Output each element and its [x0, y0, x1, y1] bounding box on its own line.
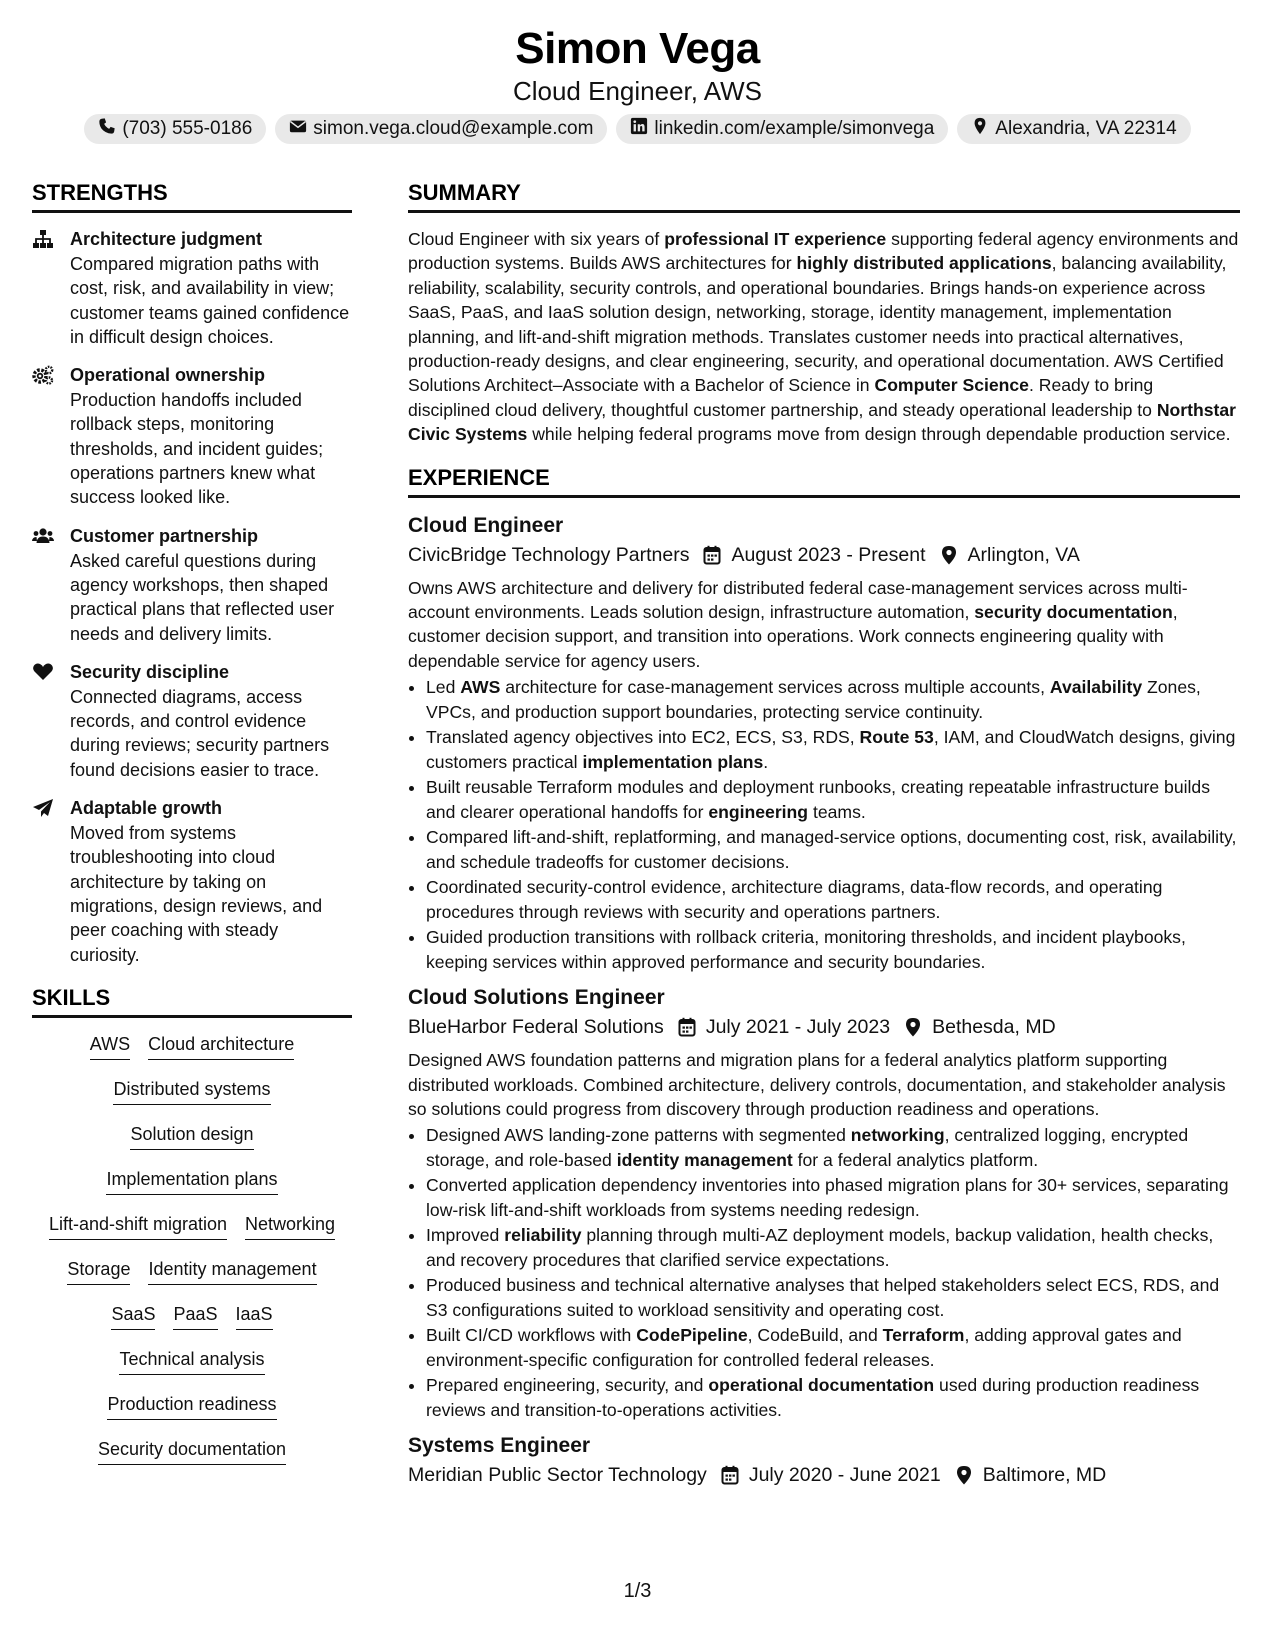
strength-title: Adaptable growth	[70, 798, 222, 819]
contact-email[interactable]	[275, 114, 607, 144]
gears-icon	[32, 363, 56, 509]
location-pin-icon	[940, 545, 958, 565]
text-run: , balancing availability, reliability, scalability, security controls, and operational boundaries. Brings hands-on experience across SaaS, PaaS, and IaaS solution design, networking, storage, identity management, implementation planning, and lift-and-shift migration methods. Translates customer needs into practical alternatives, production-ready designs, and clear engineering, security, and operational documentation. AWS Certified Solutions Architect–Associate with a Bachelor of Science in	[408, 253, 1227, 396]
location-pin-icon	[971, 117, 989, 141]
summary-text	[408, 227, 1240, 447]
strength-item	[32, 524, 352, 646]
job-bullet	[426, 1223, 1240, 1272]
bold-text: networking	[850, 1125, 945, 1146]
skill-tag: SaaS	[111, 1302, 155, 1330]
experience-heading: EXPERIENCE	[408, 465, 1240, 498]
job-location: Arlington, VA	[967, 543, 1080, 566]
text-run: , customer decision support, and transition into operations. Work connects engineering quality with dependable service for agency users.	[408, 602, 1178, 671]
candidate-name: Simon Vega	[515, 24, 760, 73]
job-company: BlueHarbor Federal Solutions	[408, 1016, 664, 1039]
strength-desc: Asked careful questions during agency workshops, then shaped practical plans that reflected user needs and delivery limits.	[70, 550, 335, 644]
linkedin-icon	[630, 117, 648, 141]
job-location: Baltimore, MD	[982, 1464, 1107, 1487]
right-column	[408, 180, 1240, 1500]
sitemap-icon	[32, 227, 56, 349]
bold-text: Availability	[1049, 677, 1143, 698]
strength-item	[32, 660, 352, 782]
bold-text: Computer Science	[874, 375, 1029, 396]
bold-text: AWS	[460, 677, 501, 698]
strength-desc: Moved from systems troubleshooting into cloud architecture by taking on migrations, design reviews, and peer coaching with steady curiosity.	[70, 823, 323, 965]
job-description	[408, 1048, 1240, 1121]
contact-phone-text: (703) 555-0186	[122, 118, 253, 139]
job-title: Cloud Engineer	[408, 513, 564, 537]
job-bullet	[426, 825, 1240, 874]
job-meta	[408, 540, 1240, 570]
contact-bar	[0, 114, 1275, 144]
text-run: Produced business and technical alternative analyses that helped stakeholders select ECS, RDS, and S3 configurations suited to workload sensitivity and operating cost.	[426, 1275, 1220, 1320]
contact-email-text: simon.vega.cloud@example.com	[313, 118, 594, 139]
strength-desc: Connected diagrams, access records, and control evidence during reviews; security partners found decisions easier to trace.	[70, 686, 330, 780]
strength-desc: Compared migration paths with cost, risk, and availability in view; customer teams gained confidence in difficult design choices.	[70, 254, 350, 347]
experience-list	[408, 512, 1240, 1490]
candidate-role: Cloud Engineer, AWS	[512, 76, 763, 106]
skill-tag: PaaS	[173, 1302, 217, 1330]
text-run: teams.	[808, 801, 866, 822]
skills-list	[32, 1032, 352, 1482]
text-run: supporting federal agency environments and production systems. Builds AWS architectures for	[408, 229, 1239, 274]
summary-heading: SUMMARY	[408, 180, 1240, 213]
text-run: Compared lift-and-shift, replatforming, and managed-service options, documenting cost, risk, availability, and schedule tradeoffs for customer decisions.	[426, 827, 1237, 872]
job-dates: July 2021 - July 2023	[705, 1016, 891, 1039]
skill-row	[32, 1437, 352, 1482]
skill-row	[32, 1122, 352, 1167]
bold-text: operational documentation	[708, 1375, 935, 1396]
text-run: Converted application dependency inventories into phased migration plans for 30+ services, separating low-risk lift-and-shift workloads from systems needing redesign.	[426, 1175, 1229, 1220]
contact-location-text: Alexandria, VA 22314	[995, 118, 1177, 139]
skill-tag: Lift-and-shift migration	[49, 1212, 227, 1240]
location-pin-icon	[955, 1465, 973, 1485]
page-number: 1/3	[623, 1580, 652, 1602]
text-run: Translated agency objectives into EC2, ECS, S3, RDS,	[426, 727, 860, 748]
bold-text: CodePipeline	[636, 1325, 748, 1346]
job-bullets	[408, 675, 1240, 974]
skill-row	[32, 1077, 352, 1122]
skill-row	[32, 1212, 352, 1257]
job-bullet	[426, 1323, 1240, 1372]
strength-title: Customer partnership	[70, 525, 259, 546]
job-bullet	[426, 1373, 1240, 1422]
job-meta	[408, 1012, 1240, 1042]
skill-tag: Distributed systems	[113, 1077, 270, 1105]
job-company: CivicBridge Technology Partners	[408, 543, 690, 566]
bold-text: Northstar Civic Systems	[408, 399, 1237, 445]
job-bullet	[426, 675, 1240, 724]
contact-phone[interactable]	[84, 114, 266, 144]
text-run: , adding approval gates and environment-specific configuration for controlled federal releases.	[426, 1325, 1182, 1370]
text-run: , IAM, and CloudWatch designs, giving customers practical	[426, 727, 1236, 772]
text-run: Built reusable Terraform modules and deployment runbooks, creating repeatable infrastructure builds and clearer operational handoffs for	[426, 777, 1211, 822]
strength-item	[32, 227, 352, 349]
text-run: planning through multi-AZ deployment models, backup validation, health checks, and recovery procedures that clarified service expectations.	[426, 1225, 1214, 1270]
job-title: Systems Engineer	[408, 1434, 591, 1458]
bold-text: identity management	[616, 1149, 793, 1170]
contact-location	[957, 114, 1190, 144]
text-run: Built CI/CD workflows with	[426, 1325, 637, 1346]
phone-icon	[98, 117, 116, 141]
skill-tag: Identity management	[148, 1257, 316, 1285]
bold-text: Route 53	[859, 727, 934, 748]
users-icon	[32, 524, 56, 646]
skill-row	[32, 1347, 352, 1392]
location-pin-icon	[904, 1017, 922, 1037]
skill-tag: IaaS	[236, 1302, 273, 1330]
job-bullets	[408, 1123, 1240, 1422]
text-run: for a federal analytics platform.	[792, 1149, 1039, 1170]
job-entry	[408, 1432, 1240, 1490]
bold-text: reliability	[504, 1225, 582, 1246]
text-run: . Ready to bring disciplined cloud delivery, thoughtful customer partnership, and steady operational leadership to	[408, 375, 1157, 420]
strength-title: Security discipline	[70, 661, 230, 682]
text-run: Guided production transitions with rollback criteria, monitoring thresholds, and incident playbooks, keeping services within approved performance and security boundaries.	[426, 927, 1186, 972]
skill-tag: Security documentation	[98, 1437, 286, 1465]
bold-text: professional IT experience	[664, 229, 887, 249]
strength-item	[32, 363, 352, 509]
left-column	[32, 180, 352, 1482]
text-run: .	[763, 751, 769, 772]
calendar-icon	[721, 1465, 739, 1485]
bold-text: highly distributed applications	[796, 253, 1052, 274]
text-run: Prepared engineering, security, and	[426, 1375, 709, 1396]
skill-row	[32, 1167, 352, 1212]
text-run: Zones, VPCs, and production support boundaries, protecting service continuity.	[426, 677, 1201, 722]
job-entry	[408, 512, 1240, 974]
job-dates: August 2023 - Present	[731, 543, 926, 566]
job-meta	[408, 1460, 1240, 1490]
strength-desc: Production handoffs included rollback steps, monitoring thresholds, and incident guides; operations partners knew what success looked like.	[70, 390, 324, 508]
job-company: Meridian Public Sector Technology	[408, 1464, 707, 1487]
skill-row	[32, 1032, 352, 1077]
skill-row	[32, 1302, 352, 1347]
skill-tag: Technical analysis	[119, 1347, 264, 1375]
skill-tag: Storage	[67, 1257, 130, 1285]
text-run: , centralized logging, encrypted storage, and role-based	[426, 1125, 1189, 1170]
skill-tag: Production readiness	[107, 1392, 276, 1420]
job-bullet	[426, 925, 1240, 974]
text-run: , CodeBuild, and	[747, 1325, 883, 1346]
bold-text: engineering	[708, 801, 809, 822]
job-entry	[408, 984, 1240, 1422]
text-run: Led	[426, 677, 461, 698]
skill-tag: Networking	[245, 1212, 335, 1240]
strength-title: Operational ownership	[70, 365, 266, 386]
skill-tag: Solution design	[130, 1122, 253, 1150]
skill-tag: Implementation plans	[106, 1167, 277, 1195]
bold-text: security documentation	[974, 602, 1173, 623]
job-title: Cloud Solutions Engineer	[408, 986, 665, 1010]
text-run: used during production readiness reviews and transition-to-operations activities.	[426, 1375, 1200, 1420]
job-bullet	[426, 775, 1240, 824]
text-run: architecture for case-management services across multiple accounts,	[500, 677, 1050, 698]
strength-title: Architecture judgment	[70, 229, 263, 249]
text-run: Coordinated security-control evidence, architecture diagrams, data-flow records, and operating procedures through reviews with security and operations partners.	[426, 877, 1163, 922]
text-run: while helping federal programs move from design through dependable production service.	[527, 424, 1231, 445]
contact-linkedin[interactable]	[616, 114, 948, 144]
calendar-icon	[678, 1017, 696, 1037]
calendar-icon	[703, 545, 721, 565]
bold-text: implementation plans	[582, 751, 764, 772]
skill-tag: Cloud architecture	[148, 1032, 294, 1060]
heart-icon	[32, 660, 56, 782]
contact-linkedin-text: linkedin.com/example/simonvega	[654, 118, 935, 139]
text-run: Improved	[426, 1225, 505, 1246]
skills-section	[32, 985, 352, 1482]
email-icon	[289, 117, 307, 141]
text-run: Designed AWS landing-zone patterns with segmented	[426, 1125, 851, 1146]
skills-heading: SKILLS	[32, 985, 352, 1018]
skill-row	[32, 1392, 352, 1437]
skill-row	[32, 1257, 352, 1302]
bold-text: Terraform	[882, 1325, 965, 1346]
strength-item	[32, 796, 352, 967]
text-run: Owns AWS architecture and delivery for distributed federal case-management services across multi-account environments. Leads solution design, infrastructure automation,	[408, 577, 1188, 623]
job-dates: July 2020 - June 2021	[748, 1464, 941, 1487]
job-location: Bethesda, MD	[932, 1016, 1056, 1039]
text-run: Designed AWS foundation patterns and migration plans for a federal analytics platform supporting distributed workloads. Combined architecture, delivery controls, documentation, and stakeholder analysis so solutions could progress from discovery through production readiness and operations.	[408, 1050, 1226, 1119]
job-bullet	[426, 725, 1240, 774]
skill-tag: AWS	[90, 1032, 130, 1060]
job-bullet	[426, 1123, 1240, 1172]
job-bullet	[426, 1273, 1240, 1322]
job-bullet	[426, 875, 1240, 924]
job-bullet	[426, 1173, 1240, 1222]
strengths-heading: STRENGTHS	[32, 180, 352, 213]
job-description	[408, 576, 1240, 674]
paper-plane-icon	[32, 796, 56, 967]
text-run: Cloud Engineer with six years of	[408, 229, 665, 249]
